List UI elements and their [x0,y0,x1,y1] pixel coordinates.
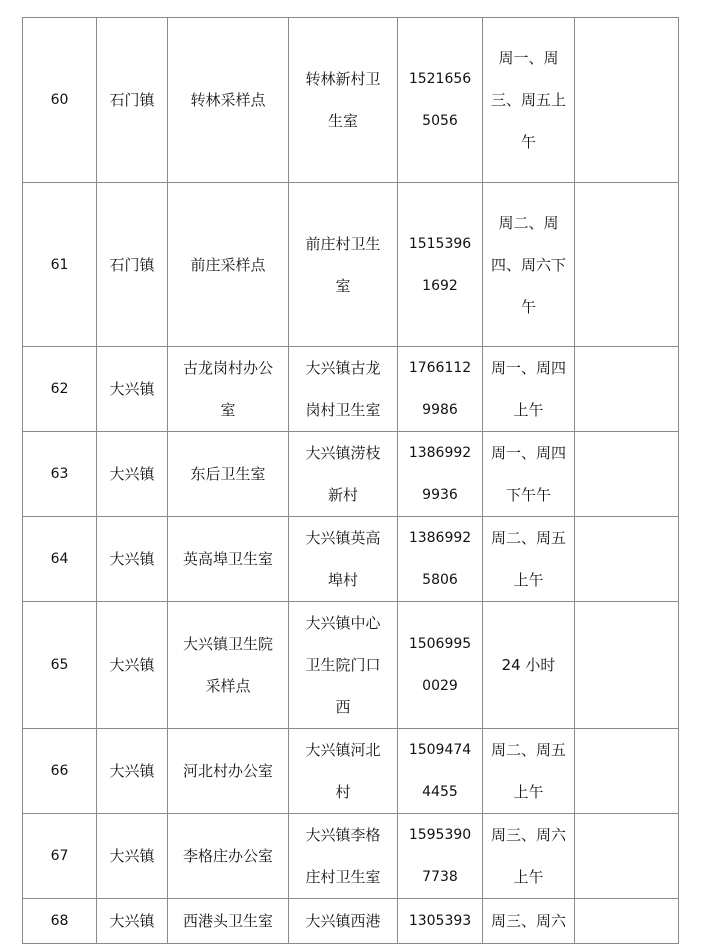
cell-no: 60 [23,18,97,183]
cell-place [289,899,398,944]
cell-town: 大兴镇 [97,517,168,602]
cell-no: 61 [23,183,97,347]
cell-time-line: 周三、周六 [490,912,566,930]
cell-phone [398,347,483,432]
cell-place-line: 卫生院门口 [305,656,381,674]
cell-no: 66 [23,729,97,814]
cell-phone [398,729,483,814]
cell-time [483,814,575,899]
cell-phone-line: 1386992 [408,445,472,461]
table-row [23,18,679,183]
cell-place-line: 大兴镇涝枝 [305,444,381,462]
cell-phone-line: 1386992 [408,530,472,546]
cell-place-line: 新村 [327,486,358,504]
cell-place-line: 大兴镇河北 [305,741,381,759]
cell-town: 石门镇 [97,18,168,183]
cell-time [483,347,575,432]
cell-site-line: 李格庄办公室 [182,847,273,865]
cell-note [575,517,679,602]
cell-site-line: 东后卫生室 [190,465,266,483]
cell-place [289,602,398,729]
cell-town: 大兴镇 [97,602,168,729]
cell-site [168,432,289,517]
cell-time-line: 上午 [513,783,544,801]
cell-phone [398,602,483,729]
cell-phone-line: 1515396 [408,235,472,252]
cell-place-line: 大兴镇英高 [305,529,381,547]
cell-town: 大兴镇 [97,729,168,814]
cell-site-line: 前庄采样点 [190,255,266,274]
cell-time-line: 周三、周六 [490,826,566,844]
cell-place-line: 西 [335,698,351,716]
cell-no: 67 [23,814,97,899]
cell-phone-line: 5056 [422,113,458,129]
cell-time-line: 周二、周五 [490,741,566,759]
cell-note [575,18,679,183]
table-row [23,347,679,432]
cell-phone [398,814,483,899]
cell-place-line: 大兴镇中心 [305,614,381,632]
table-row [23,517,679,602]
cell-phone [398,18,483,183]
cell-no: 63 [23,432,97,517]
cell-place-line: 室 [335,276,351,295]
cell-no: 64 [23,517,97,602]
cell-site-line: 古龙岗村办公 [182,359,273,377]
cell-place-line: 岗村卫生室 [305,401,381,419]
cell-time-line: 下午午 [505,486,551,504]
cell-site-line: 英高埠卫生室 [182,550,273,568]
cell-time [483,18,575,183]
cell-time [483,729,575,814]
cell-phone-line: 1305393 [408,913,472,929]
cell-note [575,183,679,347]
table-row [23,602,679,729]
table-body [23,18,679,944]
cell-phone-line: 5806 [422,572,458,588]
cell-site [168,347,289,432]
cell-place [289,432,398,517]
cell-place [289,183,398,347]
cell-phone-line: 7738 [422,869,458,885]
cell-site [168,18,289,183]
cell-time-line: 午 [520,133,536,151]
cell-site-line: 室 [220,401,236,419]
cell-site [168,814,289,899]
cell-place-line: 埠村 [327,571,358,589]
table-row [23,899,679,944]
cell-time [483,517,575,602]
cell-no: 65 [23,602,97,729]
cell-place-line: 大兴镇古龙 [305,359,381,377]
cell-site [168,602,289,729]
cell-town: 大兴镇 [97,814,168,899]
table-row [23,432,679,517]
cell-time-line: 上午 [513,401,544,419]
cell-phone [398,432,483,517]
cell-time-line: 四、周六下 [490,255,566,274]
cell-time-line: 三、周五上 [490,91,566,109]
cell-time-line: 周一、周 [498,49,559,67]
cell-place-line: 村 [335,783,351,801]
cell-place [289,729,398,814]
cell-place [289,347,398,432]
cell-site [168,517,289,602]
cell-site-line: 西港头卫生室 [182,912,273,930]
cell-town: 大兴镇 [97,899,168,944]
table-row [23,183,679,347]
cell-site-line: 采样点 [205,677,251,695]
table-row [23,729,679,814]
cell-site [168,899,289,944]
cell-phone-line: 0029 [422,678,458,694]
cell-time-line: 周一、周四 [490,444,566,462]
cell-note [575,602,679,729]
cell-town: 大兴镇 [97,432,168,517]
cell-phone-line: 1509474 [408,742,472,758]
cell-place-line: 大兴镇西港 [305,912,381,930]
cell-note [575,814,679,899]
cell-note [575,729,679,814]
cell-phone-line: 9986 [422,402,458,418]
cell-phone-line: 1766112 [408,360,472,376]
sampling-site-table [22,17,679,944]
cell-site-line: 大兴镇卫生院 [182,635,273,653]
cell-phone-line: 1692 [422,277,458,294]
cell-phone-line: 1595390 [408,827,472,843]
cell-note [575,899,679,944]
cell-no: 68 [23,899,97,944]
cell-place-line: 前庄村卫生 [305,234,381,253]
cell-phone [398,517,483,602]
cell-time-line: 上午 [513,868,544,886]
cell-place-line: 大兴镇李格 [305,826,381,844]
cell-place-line: 庄村卫生室 [305,868,381,886]
cell-phone-line: 1521656 [408,71,472,87]
cell-time-line: 周二、周五 [490,529,566,547]
cell-site-line: 转林采样点 [190,91,266,109]
cell-place [289,517,398,602]
cell-time [483,899,575,944]
cell-site [168,729,289,814]
cell-time [483,602,575,729]
cell-time-line: 周一、周四 [490,359,566,377]
cell-time-line: 24 小时 [501,656,556,674]
cell-time-line: 午 [520,297,536,316]
cell-note [575,432,679,517]
cell-phone-line: 1506995 [408,636,472,652]
cell-town: 大兴镇 [97,347,168,432]
cell-place [289,18,398,183]
cell-place [289,814,398,899]
cell-phone [398,899,483,944]
cell-time [483,183,575,347]
cell-phone-line: 9936 [422,487,458,503]
cell-town: 石门镇 [97,183,168,347]
cell-time-line: 上午 [513,571,544,589]
table-row [23,814,679,899]
cell-place-line: 生室 [327,112,358,130]
cell-site [168,183,289,347]
cell-time [483,432,575,517]
cell-phone-line: 4455 [422,784,458,800]
cell-time-line: 周二、周 [498,213,559,232]
cell-site-line: 河北村办公室 [182,762,273,780]
cell-place-line: 转林新村卫 [305,70,381,88]
cell-note [575,347,679,432]
cell-no: 62 [23,347,97,432]
cell-phone [398,183,483,347]
